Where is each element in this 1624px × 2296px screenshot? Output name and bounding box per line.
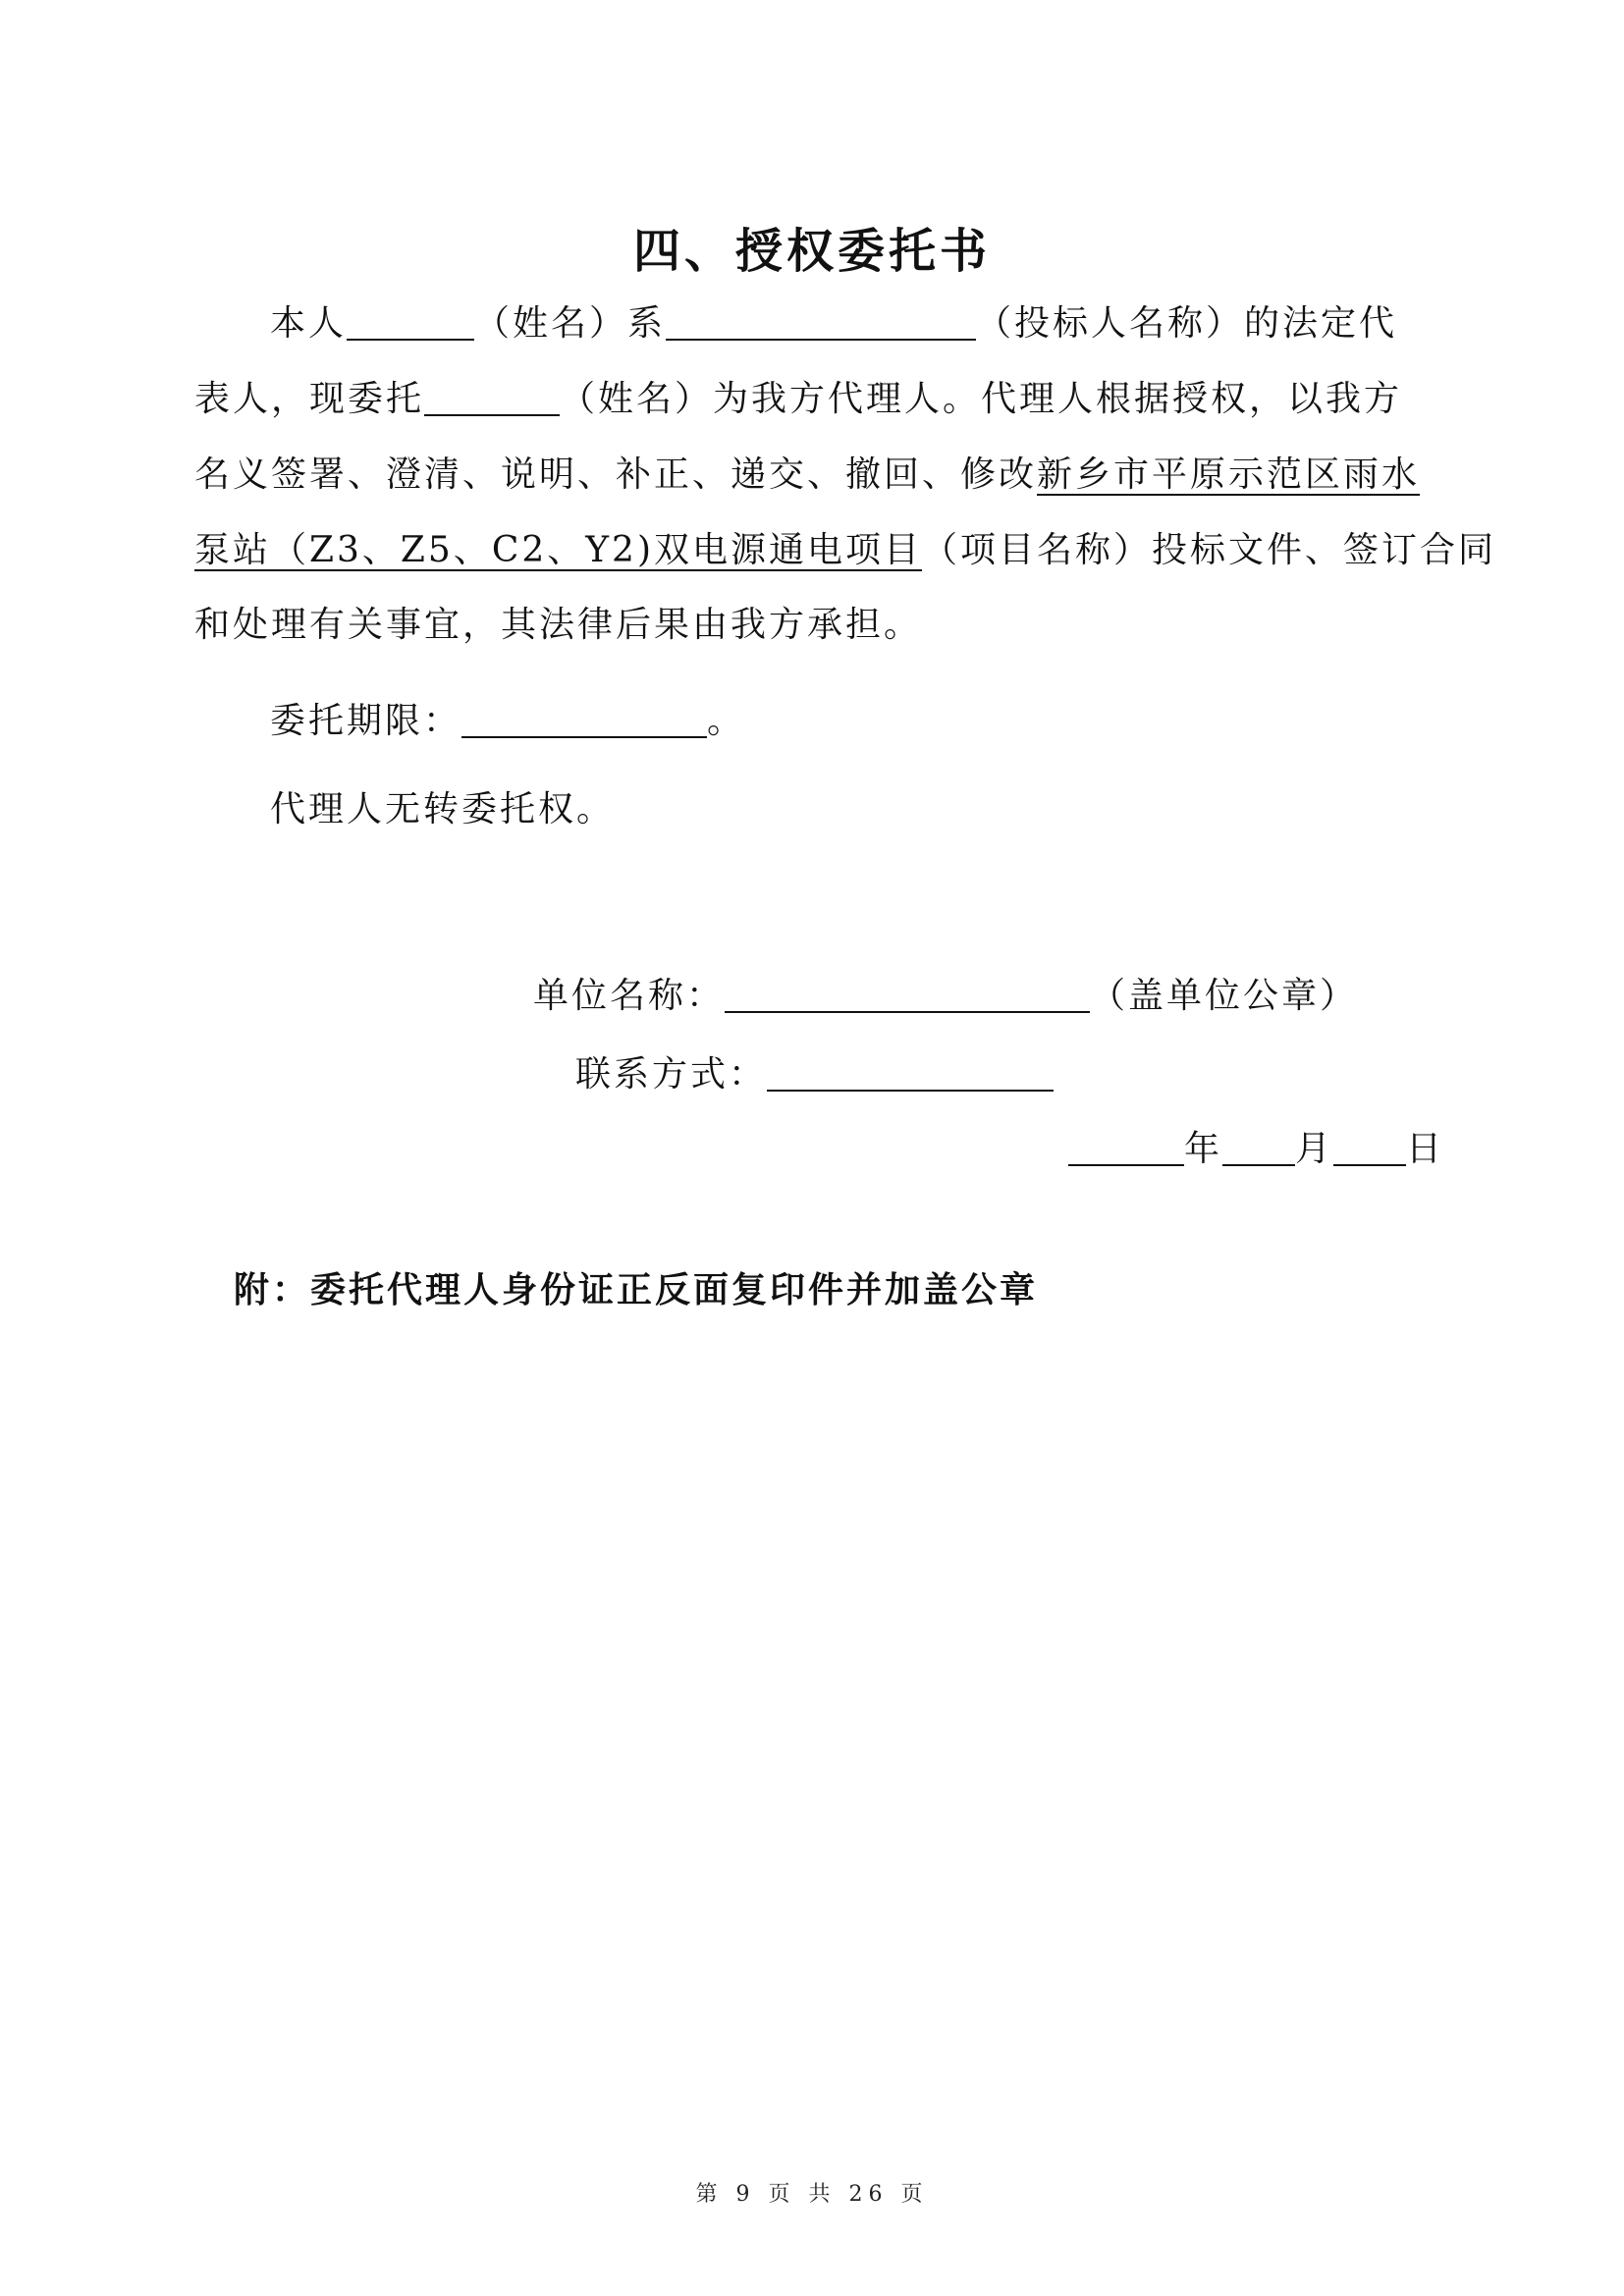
text-segment: 名义签署、澄清、说明、补正、递交、撤回、修改 [194,454,1038,495]
month-blank [1222,1125,1295,1166]
paragraph-line-3 [194,451,1420,500]
text-segment: 表人，现委托 [194,379,425,419]
term-line [270,697,745,746]
paragraph-line-2 [194,375,1402,424]
contact-line [575,1050,1054,1099]
name-blank [347,299,474,341]
month-label: 月 [1295,1129,1334,1169]
bidder-name-blank [666,299,976,341]
page-footer: 第 9 页 共 26 页 [695,2182,929,2207]
unit-name-line [533,972,1358,1021]
paragraph-line-4 [194,526,1496,575]
attachment-note: 附：委托代理人身份证正反面复印件并加盖公章 [234,1270,1039,1310]
year-blank [1068,1125,1184,1166]
term-blank [461,697,707,738]
text-segment: （姓名）系 [474,303,667,344]
contact-blank [767,1050,1054,1092]
contact-label: 联系方式： [575,1054,768,1095]
unit-name-label: 单位名称： [533,976,726,1016]
term-end: 。 [707,701,746,741]
project-name-underlined: 泵站（Z3、Z5、C2、Y2)双电源通电项目 [194,530,923,570]
text-segment: （姓名）为我方代理人。代理人根据授权，以我方 [560,379,1403,419]
project-name-underlined: 新乡市平原示范区雨水 [1037,454,1421,495]
year-label: 年 [1184,1129,1223,1169]
no-subdelegation-line: 代理人无转委托权。 [270,789,616,829]
page-title: 四、授权委托书 [632,224,991,279]
date-line [1068,1125,1444,1174]
day-blank [1333,1125,1406,1166]
paragraph-line-1 [270,299,1397,348]
paragraph-line-5: 和处理有关事宜，其法律后果由我方承担。 [194,605,923,645]
day-label: 日 [1406,1129,1445,1169]
unit-name-blank [725,972,1090,1013]
text-segment: （项目名称）投标文件、签订合同 [922,530,1497,570]
term-label: 委托期限： [270,701,462,741]
text-segment: 本人 [270,303,348,344]
text-segment: （投标人名称）的法定代 [976,303,1398,344]
seal-note: （盖单位公章） [1090,976,1359,1016]
agent-name-blank [424,375,560,416]
